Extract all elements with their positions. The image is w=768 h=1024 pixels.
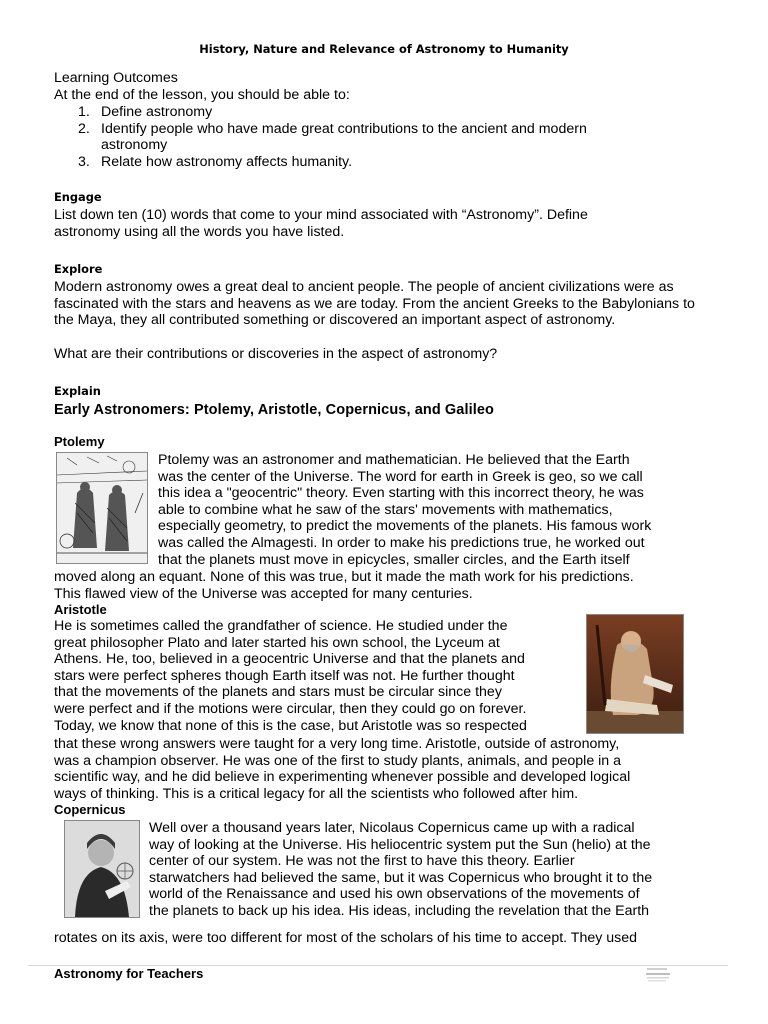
text-line: way of looking at the Universe. His heliocentric system put the Sun (helio) at the — [149, 836, 651, 853]
text-line: Athens. He, too, believed in a geocentric Universe and that the planets and — [54, 651, 525, 668]
list-item — [78, 104, 678, 121]
aristotle-heading: Aristotle — [54, 602, 107, 617]
document-title: History, Nature and Relevance of Astronomy to Humanity — [199, 42, 569, 56]
text-line: were perfect and if the motions were circular, then they could go on forever. — [54, 700, 527, 717]
copernicus-paragraph-full — [54, 930, 637, 947]
text-line: was a champion observer. He was one of the first to study plants, animals, and people in a — [54, 752, 622, 769]
learning-outcomes-heading: Learning Outcomes — [54, 70, 178, 86]
text-line: was called the Almagesti. In order to make his predictions true, he worked out — [158, 534, 645, 551]
learning-outcomes-list — [78, 104, 678, 170]
ptolemy-paragraph-wrapped — [158, 452, 651, 568]
text-line: the planets to back up his idea. His ideas, including the revelation that the Earth — [149, 902, 650, 919]
text-line: world of the Renaissance and used his own observations of the movements of — [149, 886, 640, 903]
text-line: Today, we know that none of this is the case, but Aristotle was so respected — [54, 717, 527, 734]
text-line: ways of thinking. This is a critical legacy for all the scientists who followed after him. — [54, 785, 579, 802]
list-item — [78, 154, 678, 171]
text-line: scientific way, and he did believe in experimenting whenever possible and developed logical — [54, 769, 631, 786]
text-line: especially geometry, to predict the movements of the planets. His famous work — [158, 518, 652, 535]
engage-text: List down ten (10) words that come to your mind associated with “Astronomy”. Define astronomy using all the words you have listed. — [54, 207, 588, 240]
text-line: was the center of the Universe. The word for earth in Greek is geo, so we call — [158, 468, 643, 485]
explain-heading: Explain — [54, 384, 101, 398]
text-line: that the movements of the planets and stars must be circular since they — [54, 684, 502, 701]
list-item-text: Identify people who have made great contributions to the ancient and modern astronomy — [101, 120, 587, 154]
explore-question: What are their contributions or discoveries in the aspect of astronomy? — [54, 346, 498, 362]
text-line: able to combine what he saw of the stars' movements with mathematics, — [158, 501, 613, 518]
list-item — [78, 121, 638, 154]
text-line: This flawed view of the Universe was accepted for many centuries. — [54, 585, 473, 602]
text-line: that the planets must move in epicycles, smaller circles, and the Earth itself — [158, 551, 630, 568]
text-line: starwatchers had believed the same, but it was Copernicus who brought it to the — [149, 869, 653, 886]
ptolemy-engraving-image — [56, 452, 148, 564]
ptolemy-paragraph-full — [54, 569, 634, 602]
aristotle-painting-image — [586, 614, 684, 734]
explore-heading: Explore — [54, 262, 103, 276]
footer-text: Astronomy for Teachers — [54, 966, 204, 981]
ptolemy-heading: Ptolemy — [54, 434, 105, 449]
list-item-text: Relate how astronomy affects humanity. — [101, 153, 353, 170]
engage-heading: Engage — [54, 190, 102, 204]
text-line: center of our system. He was not the first to have this theory. Earlier — [149, 853, 575, 870]
copernicus-portrait-image — [64, 820, 140, 918]
copernicus-heading: Copernicus — [54, 802, 126, 817]
text-line: He is sometimes called the grandfather of science. He studied under the — [54, 618, 508, 634]
list-item-number: 3. — [78, 153, 90, 170]
learning-outcomes-intro: At the end of the lesson, you should be able to: — [54, 87, 350, 103]
copernicus-paragraph-wrapped — [149, 820, 652, 920]
text-line: great philosopher Plato and later started his own school, the Lyceum at — [54, 634, 500, 651]
text-line: this idea a "geocentric" theory. Even starting with this incorrect theory, he was — [158, 485, 644, 502]
list-item-number: 1. — [78, 104, 90, 120]
aristotle-paragraph-full — [54, 736, 630, 802]
text-line: Ptolemy was an astronomer and mathematician. He believed that the Earth — [158, 452, 630, 468]
text-line: moved along an equant. None of this was true, but it made the math work for his predictions. — [54, 569, 634, 585]
explore-text: Modern astronomy owes a great deal to ancient people. The people of ancient civilizations were as fascinated with the stars and heavens as we are today. From the ancient Greeks to the Babylonians to the Maya, they all contributed something or discovered an important aspect of astronomy. — [54, 279, 695, 329]
text-line: that these wrong answers were taught for a very long time. Aristotle, outside of astronomy, — [54, 736, 620, 752]
list-item-text: Define astronomy — [101, 104, 213, 120]
footer-logo-icon — [645, 966, 671, 984]
list-item-number: 2. — [78, 120, 90, 137]
explain-subheading: Early Astronomers: Ptolemy, Aristotle, Copernicus, and Galileo — [54, 402, 494, 418]
text-line: stars were perfect spheres though Earth itself was not. He further thought — [54, 667, 515, 684]
text-line: rotates on its axis, were too different for most of the scholars of his time to accept. They used — [54, 930, 638, 946]
text-line: Well over a thousand years later, Nicolaus Copernicus came up with a radical — [149, 820, 635, 836]
aristotle-paragraph-wrapped — [54, 618, 527, 734]
